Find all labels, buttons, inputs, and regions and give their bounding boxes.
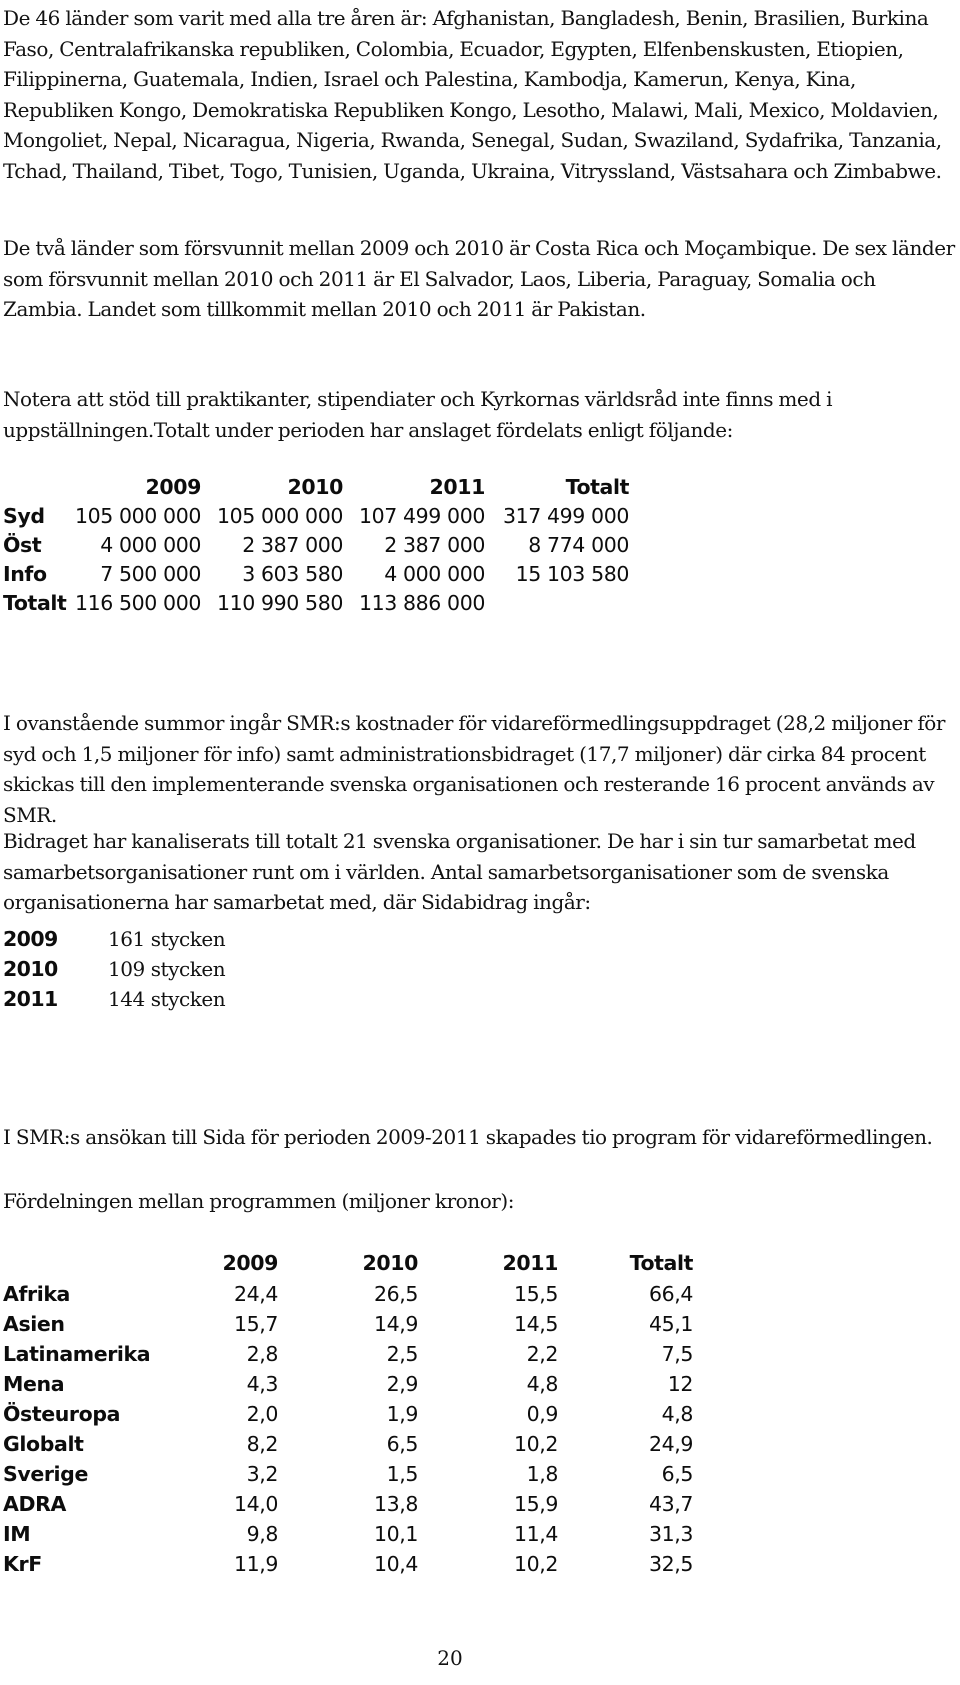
table-cell: 8,2	[246, 1432, 278, 1456]
table-cell: 11,9	[233, 1552, 278, 1576]
table-cell: 14,5	[513, 1312, 558, 1336]
table-cell: 116 500 000	[74, 591, 201, 615]
row-label: Sverige	[3, 1462, 88, 1486]
row-label: Syd	[3, 504, 45, 528]
table-cell: 26,5	[373, 1282, 418, 1306]
table-cell: 43,7	[648, 1492, 693, 1516]
row-label: IM	[3, 1522, 31, 1546]
table-cell: 24,4	[233, 1282, 278, 1306]
program-header-total: Totalt	[629, 1251, 693, 1275]
table-cell: 4 000 000	[100, 533, 201, 557]
table-cell: 105 000 000	[216, 504, 343, 528]
row-label: Latinamerika	[3, 1342, 151, 1366]
year-label: 2010	[3, 957, 58, 981]
row-label: Asien	[3, 1312, 65, 1336]
year-label: 2009	[3, 927, 58, 951]
row-label: Totalt	[3, 591, 67, 615]
table-cell: 14,0	[233, 1492, 278, 1516]
page-number: 20	[437, 1646, 463, 1670]
table-cell: 9,8	[246, 1522, 278, 1546]
table-cell: 110 990 580	[216, 591, 343, 615]
table-cell: 2,0	[246, 1402, 278, 1426]
row-label: Afrika	[3, 1282, 70, 1306]
table-cell: 6,5	[661, 1462, 693, 1486]
table-cell: 3,2	[246, 1462, 278, 1486]
row-label: Öst	[3, 533, 42, 557]
table-cell: 10,2	[513, 1552, 558, 1576]
country-changes-paragraph: De två länder som försvunnit mellan 2009 och 2010 är Costa Rica och Moçambique. De sex länder som försvunnit mellan 2010 och 2011 är El Salvador, Laos, Liberia, Paraguay, Somalia och Zambia. Landet som tillkommit mellan 2010 och 2011 är Pakistan.	[3, 236, 955, 321]
table-cell: 7,5	[661, 1342, 693, 1366]
count-value: 161 stycken	[108, 927, 226, 951]
allocation-header-2010: 2010	[287, 475, 343, 499]
table-cell: 105 000 000	[74, 504, 201, 528]
row-label: Östeuropa	[3, 1402, 121, 1426]
distribution-intro: Fördelningen mellan programmen (miljoner kronor):	[3, 1189, 515, 1213]
table-cell: 2,2	[526, 1342, 558, 1366]
row-label: Mena	[3, 1372, 65, 1396]
table-cell: 2,9	[386, 1372, 418, 1396]
table-cell: 15,5	[513, 1282, 558, 1306]
table-cell: 1,8	[526, 1462, 558, 1486]
table-cell: 107 499 000	[358, 504, 485, 528]
table-cell: 2 387 000	[242, 533, 343, 557]
table-cell: 3 603 580	[242, 562, 343, 586]
table-cell: 113 886 000	[358, 591, 485, 615]
table-cell: 6,5	[386, 1432, 418, 1456]
table-cell: 4 000 000	[384, 562, 485, 586]
table-cell: 10,2	[513, 1432, 558, 1456]
row-label: Info	[3, 562, 47, 586]
table-cell: 10,4	[373, 1552, 418, 1576]
program-header-2010: 2010	[362, 1251, 418, 1275]
program-header-2011: 2011	[502, 1251, 558, 1275]
row-label: Globalt	[3, 1432, 84, 1456]
table-cell: 0,9	[526, 1402, 558, 1426]
table-cell: 45,1	[648, 1312, 693, 1336]
table-cell: 15,7	[233, 1312, 278, 1336]
countries-paragraph: De 46 länder som varit med alla tre åren är: Afghanistan, Bangladesh, Benin, Brasilien, Burkina Faso, Centralafrikanska republiken, Colombia, Ecuador, Egypten, Elfenbenskusten, Etiopien, Filippinerna, Guatemala, Indien, Israel och Palestina, Kambodja, Kamerun, Kenya, Kina, Republiken Kongo, Demokratiska Republiken Kongo, Lesotho, Malawi, Mali, Mexico, Moldavien, Mongoliet, Nepal, Nicaragua, Nigeria, Rwanda, Senegal, Sudan, Swaziland, Sydafrika, Tanzania, Tchad, Thailand, Tibet, Togo, Tunisien, Uganda, Ukraina, Vitryssland, Västsahara och Zimbabwe.	[3, 6, 942, 183]
table-cell: 13,8	[373, 1492, 418, 1516]
table-cell: 15,9	[513, 1492, 558, 1516]
table-cell: 1,5	[386, 1462, 418, 1486]
row-label: KrF	[3, 1552, 42, 1576]
program-header-2009: 2009	[222, 1251, 278, 1275]
table-cell: 12	[667, 1372, 693, 1396]
table-cell: 66,4	[648, 1282, 693, 1306]
table-cell: 31,3	[648, 1522, 693, 1546]
allocation-header-2009: 2009	[145, 475, 201, 499]
costs-paragraph: I ovanstående summor ingår SMR:s kostnader för vidareförmedlingsuppdraget (28,2 miljoner för syd och 1,5 miljoner för info) samt administrationsbidraget (17,7 miljoner) där cirka 84 procent skickas till den implementerande svenska organisationen och resterande 16 procent används av SMR.	[3, 711, 945, 827]
count-value: 109 stycken	[108, 957, 226, 981]
allocation-header-2011: 2011	[429, 475, 485, 499]
year-label: 2011	[3, 987, 58, 1011]
table-cell: 1,9	[386, 1402, 418, 1426]
table-cell: 32,5	[648, 1552, 693, 1576]
table-cell: 7 500 000	[100, 562, 201, 586]
row-label: ADRA	[3, 1492, 66, 1516]
count-value: 144 stycken	[108, 987, 226, 1011]
table-cell: 2,5	[386, 1342, 418, 1366]
table-cell: 11,4	[513, 1522, 558, 1546]
table-cell: 8 774 000	[528, 533, 629, 557]
table-cell: 10,1	[373, 1522, 418, 1546]
table-cell: 317 499 000	[502, 504, 629, 528]
table-cell: 4,3	[246, 1372, 278, 1396]
table-cell: 4,8	[661, 1402, 693, 1426]
table-cell: 4,8	[526, 1372, 558, 1396]
table-cell: 2 387 000	[384, 533, 485, 557]
partners-paragraph: Bidraget har kanaliserats till totalt 21 svenska organisationer. De har i sin tur samarbetat med samarbetsorganisationer runt om i världen. Antal samarbetsorganisationer som de svenska organisationerna har samarbetat med, där Sidabidrag ingår:	[3, 829, 916, 914]
table-cell: 2,8	[246, 1342, 278, 1366]
table-cell: 24,9	[648, 1432, 693, 1456]
allocation-header-total: Totalt	[565, 475, 629, 499]
table-cell: 14,9	[373, 1312, 418, 1336]
table-cell: 15 103 580	[515, 562, 629, 586]
programs-paragraph: I SMR:s ansökan till Sida för perioden 2009-2011 skapades tio program för vidareförmedlingen.	[3, 1125, 933, 1149]
note-paragraph: Notera att stöd till praktikanter, stipendiater och Kyrkornas världsråd inte finns med i uppställningen.Totalt under perioden har anslaget fördelats enligt följande:	[3, 387, 833, 442]
